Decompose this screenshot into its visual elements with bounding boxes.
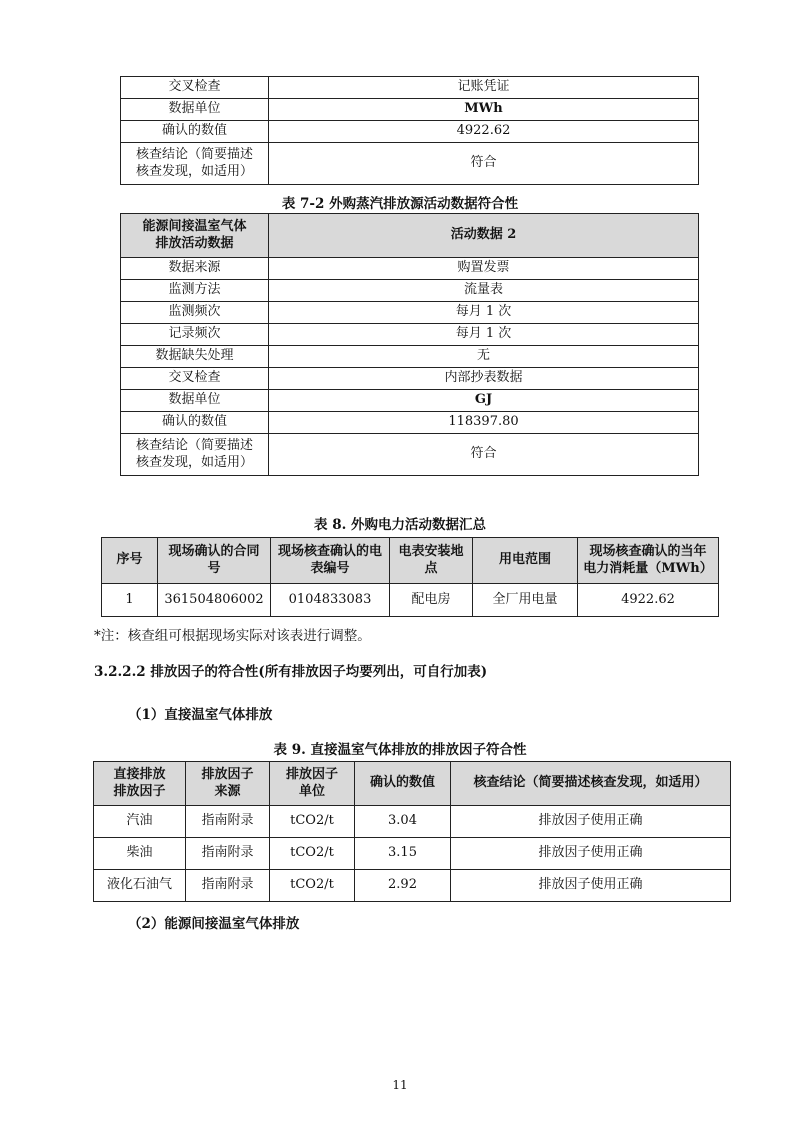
header-cell: 序号 bbox=[102, 538, 158, 584]
page-number: 11 bbox=[392, 1078, 408, 1092]
header-line: 电表安装地 bbox=[398, 544, 464, 560]
table-7-2-caption: 表 7-2 外购蒸汽排放源活动数据符合性 bbox=[281, 196, 519, 212]
row-value: 记账凭证 bbox=[269, 77, 699, 99]
row-value: 符合 bbox=[269, 434, 699, 476]
section-number: 3.2.2.2 bbox=[94, 664, 146, 680]
cell-name: 汽油 bbox=[94, 806, 186, 838]
table-9-caption: 表 9. 直接温室气体排放的排放因子符合性 bbox=[273, 742, 527, 758]
table-header-row bbox=[94, 762, 731, 806]
table-row bbox=[121, 280, 699, 302]
row-value: 4922.62 bbox=[269, 121, 699, 143]
cell-conclusion: 排放因子使用正确 bbox=[451, 870, 731, 902]
label-line: 核查结论（简要描述 bbox=[135, 147, 253, 163]
section-heading bbox=[94, 660, 487, 680]
table-row bbox=[121, 324, 699, 346]
header-line: 能源间接温室气体 bbox=[142, 219, 247, 235]
header-line: 排放因子 bbox=[113, 783, 166, 799]
header-cell: 确认的数值 bbox=[355, 762, 451, 806]
label-line: 核查结论（简要描述 bbox=[135, 438, 253, 454]
row-label: 数据单位 bbox=[121, 99, 269, 121]
cell-source: 指南附录 bbox=[186, 838, 270, 870]
cell-source: 指南附录 bbox=[186, 806, 270, 838]
table-row bbox=[94, 806, 731, 838]
header-line: 现场核查确认的当年 bbox=[589, 544, 707, 560]
row-label: 监测频次 bbox=[121, 302, 269, 324]
row-value: 符合 bbox=[269, 143, 699, 185]
table-row bbox=[121, 99, 699, 121]
table-7-1-continuation bbox=[120, 76, 699, 185]
row-label: 数据来源 bbox=[121, 258, 269, 280]
row-value: 每月 1 次 bbox=[269, 324, 699, 346]
header-cell: 用电范围 bbox=[473, 538, 578, 584]
row-label: 数据缺失处理 bbox=[121, 346, 269, 368]
cell-location: 配电房 bbox=[390, 584, 473, 617]
row-value: 无 bbox=[269, 346, 699, 368]
header-cell bbox=[271, 538, 390, 584]
cell-unit: tCO2/t bbox=[270, 806, 355, 838]
table-row bbox=[121, 258, 699, 280]
cell-value: 2.92 bbox=[355, 870, 451, 902]
table-row bbox=[121, 302, 699, 324]
cell-contract: 361504806002 bbox=[158, 584, 271, 617]
table-8-note: *注：核查组可根据现场实际对该表进行调整。 bbox=[94, 628, 371, 644]
header-cell bbox=[578, 538, 719, 584]
row-label bbox=[121, 143, 269, 185]
cell-value: 3.15 bbox=[355, 838, 451, 870]
header-line: 单位 bbox=[298, 783, 325, 799]
cell-unit: tCO2/t bbox=[270, 838, 355, 870]
label-line: 核查发现，如适用） bbox=[135, 163, 253, 179]
subsection-1: （1）直接温室气体排放 bbox=[128, 707, 273, 723]
row-value: 内部抄表数据 bbox=[269, 368, 699, 390]
cell-meter: 0104833083 bbox=[271, 584, 390, 617]
header-line: 直接排放 bbox=[113, 767, 166, 783]
header-cell bbox=[94, 762, 186, 806]
row-value: 每月 1 次 bbox=[269, 302, 699, 324]
row-label: 记录频次 bbox=[121, 324, 269, 346]
table-row bbox=[121, 143, 699, 185]
table-row bbox=[121, 434, 699, 476]
header-value: 活动数据 2 bbox=[269, 214, 699, 258]
row-label: 交叉检查 bbox=[121, 77, 269, 99]
table-8 bbox=[101, 537, 719, 617]
header-cell: 核查结论（简要描述核查发现，如适用） bbox=[451, 762, 731, 806]
header-line: 来源 bbox=[214, 783, 241, 799]
cell-conclusion: 排放因子使用正确 bbox=[451, 838, 731, 870]
table-header-row bbox=[121, 214, 699, 258]
header-line: 排放因子 bbox=[285, 767, 338, 783]
header-cell bbox=[390, 538, 473, 584]
header-cell bbox=[158, 538, 271, 584]
header-cell bbox=[186, 762, 270, 806]
header-line: 排放活动数据 bbox=[155, 235, 234, 251]
header-line: 电力消耗量（MWh） bbox=[583, 560, 713, 576]
row-label: 监测方法 bbox=[121, 280, 269, 302]
table-row bbox=[121, 346, 699, 368]
table-8-caption: 表 8. 外购电力活动数据汇总 bbox=[314, 517, 486, 533]
cell-scope: 全厂用电量 bbox=[473, 584, 578, 617]
cell-name: 柴油 bbox=[94, 838, 186, 870]
table-row bbox=[121, 390, 699, 412]
header-line: 表编号 bbox=[310, 560, 350, 576]
table-9 bbox=[93, 761, 731, 902]
cell-conclusion: 排放因子使用正确 bbox=[451, 806, 731, 838]
table-header-row bbox=[102, 538, 719, 584]
table-row bbox=[121, 412, 699, 434]
label-line: 核查发现，如适用） bbox=[135, 454, 253, 470]
cell-consumption: 4922.62 bbox=[578, 584, 719, 617]
row-value: 118397.80 bbox=[269, 412, 699, 434]
row-value: GJ bbox=[269, 390, 699, 412]
row-label: 确认的数值 bbox=[121, 121, 269, 143]
table-row bbox=[121, 121, 699, 143]
table-row bbox=[94, 870, 731, 902]
cell-unit: tCO2/t bbox=[270, 870, 355, 902]
table-row bbox=[102, 584, 719, 617]
subsection-2: （2）能源间接温室气体排放 bbox=[128, 916, 300, 932]
row-value: 购置发票 bbox=[269, 258, 699, 280]
header-line: 排放因子 bbox=[201, 767, 254, 783]
row-label: 确认的数值 bbox=[121, 412, 269, 434]
row-label bbox=[121, 434, 269, 476]
header-line: 点 bbox=[424, 560, 438, 576]
header-line: 现场确认的合同 bbox=[168, 544, 260, 560]
row-value: 流量表 bbox=[269, 280, 699, 302]
table-row bbox=[121, 368, 699, 390]
section-title: 排放因子的符合性(所有排放因子均要列出，可自行加表) bbox=[150, 664, 488, 680]
row-label: 数据单位 bbox=[121, 390, 269, 412]
cell-name: 液化石油气 bbox=[94, 870, 186, 902]
header-line: 号 bbox=[207, 560, 221, 576]
row-label: 交叉检查 bbox=[121, 368, 269, 390]
header-line: 现场核查确认的电 bbox=[277, 544, 382, 560]
header-label bbox=[121, 214, 269, 258]
cell-value: 3.04 bbox=[355, 806, 451, 838]
table-row bbox=[94, 838, 731, 870]
header-cell bbox=[270, 762, 355, 806]
cell-no: 1 bbox=[102, 584, 158, 617]
cell-source: 指南附录 bbox=[186, 870, 270, 902]
table-row bbox=[121, 77, 699, 99]
table-7-2 bbox=[120, 213, 699, 476]
row-value: MWh bbox=[269, 99, 699, 121]
